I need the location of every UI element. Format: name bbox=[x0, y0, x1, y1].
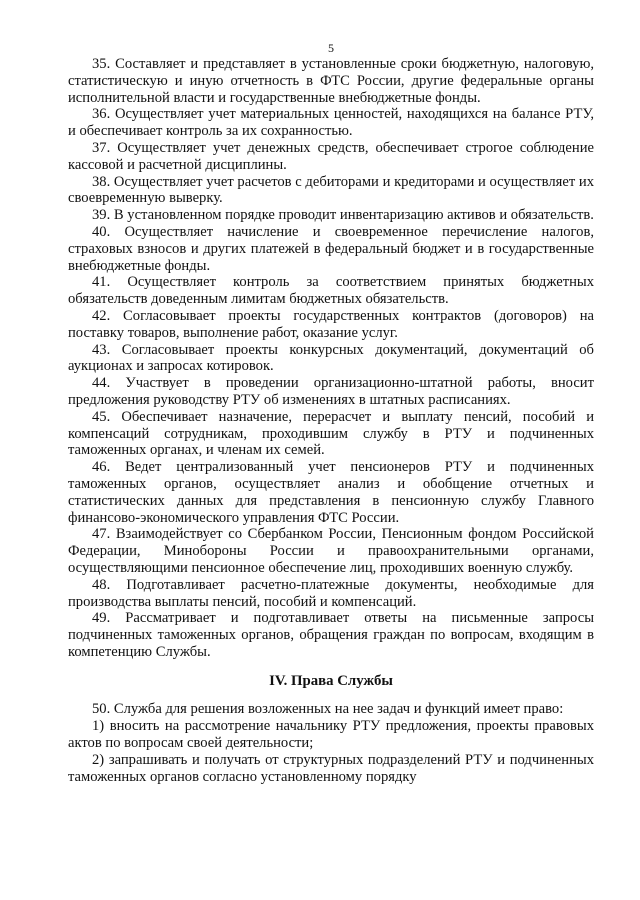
paragraphs-before-heading bbox=[68, 56, 594, 661]
paragraph: 2) запрашивать и получать от структурных подразделений РТУ и подчиненных таможенных органов согласно установленному порядку bbox=[68, 751, 594, 785]
paragraph: 42. Согласовывает проекты государственных контрактов (договоров) на поставку товаров, выполнение работ, оказание услуг. bbox=[68, 307, 594, 341]
document-body bbox=[68, 56, 594, 785]
paragraph: 44. Участвует в проведении организационно-штатной работы, вносит предложения руководству РТУ об изменениях в штатных расписаниях. bbox=[68, 375, 594, 408]
paragraph: 48. Подготавливает расчетно-платежные документы, необходимые для производства выплаты пенсий, пособий и компенсаций. bbox=[68, 576, 594, 610]
paragraph: 38. Осуществляет учет расчетов с дебиторами и кредиторами и осуществляет их своевременную выверку. bbox=[68, 173, 594, 207]
paragraph: 47. Взаимодействует со Сбербанком России, Пенсионным фондом Российской Федерации, Минобороны России и правоохранительными органами, осуществляющими пенсионное обеспечение лиц, проходивших военную службу. bbox=[68, 526, 594, 576]
paragraphs-after-heading bbox=[68, 701, 594, 785]
paragraph: 40. Осуществляет начисление и своевременное перечисление налогов, страховых взносов и других платежей в федеральный бюджет и в государственные внебюджетные фонды. bbox=[68, 223, 594, 274]
paragraph: 37. Осуществляет учет денежных средств, обеспечивает строгое соблюдение кассовой и расчетной дисциплины. bbox=[68, 139, 594, 173]
paragraph: 1) вносить на рассмотрение начальнику РТУ предложения, проекты правовых актов по вопросам своей деятельности; bbox=[68, 718, 594, 752]
paragraph: 46. Ведет централизованный учет пенсионеров РТУ и подчиненных таможенных органов, осуществляет анализ и обобщение отчетных и статистических данных для представления в пенсионную службу Главного финансово-экономического управления ФТС России. bbox=[68, 459, 594, 526]
paragraph: 43. Согласовывает проекты конкурсных документаций, документаций об аукционах и запросах котировок. bbox=[68, 341, 594, 375]
section-heading: IV. Права Службы bbox=[269, 672, 393, 689]
paragraph: 49. Рассматривает и подготавливает ответы на письменные запросы подчиненных таможенных органов, обращения граждан по вопросам, входящим в компетенцию Службы. bbox=[68, 610, 594, 660]
paragraph: 45. Обеспечивает назначение, перерасчет и выплату пенсий, пособий и компенсаций сотрудникам, проходившим службу в РТУ и подчиненных таможенных органах, и членам их семей. bbox=[68, 408, 594, 459]
paragraph: 36. Осуществляет учет материальных ценностей, находящихся на балансе РТУ, и обеспечивает контроль за их сохранностью. bbox=[68, 106, 594, 140]
page-number: 5 bbox=[328, 41, 334, 55]
paragraph: 41. Осуществляет контроль за соответствием принятых бюджетных обязательств доведенным лимитам бюджетных обязательств. bbox=[68, 274, 594, 308]
document-page bbox=[68, 0, 594, 900]
paragraph: 39. В установленном порядке проводит инвентаризацию активов и обязательств. bbox=[92, 207, 594, 224]
paragraph: 50. Служба для решения возложенных на нее задач и функций имеет право: bbox=[92, 701, 564, 718]
paragraph: 35. Составляет и представляет в установленные сроки бюджетную, налоговую, статистическую и иную отчетность в ФТС России, другие федеральные органы исполнительной власти и государственные внебюджетные фонды. bbox=[68, 56, 594, 106]
